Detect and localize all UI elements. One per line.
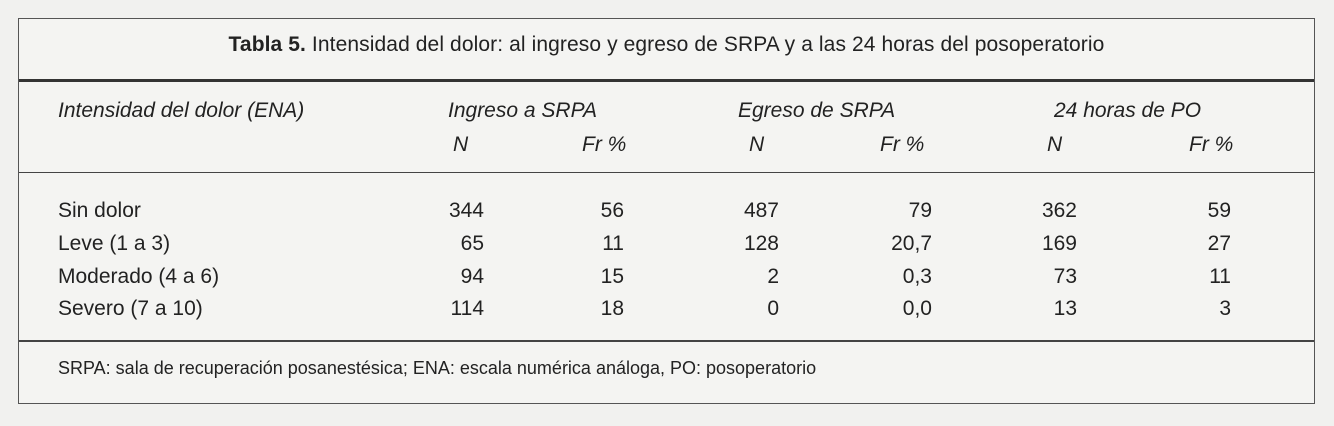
cell-value: 128 — [743, 232, 779, 255]
subheader-n-24h: N — [1047, 133, 1063, 156]
rule-bottom — [19, 340, 1314, 342]
cell-value: 169 — [1041, 232, 1077, 255]
cell-value: 344 — [448, 199, 484, 222]
cell-value: 0,3 — [902, 265, 932, 288]
table-frame — [18, 18, 1315, 404]
subheader-n-egreso: N — [749, 133, 765, 156]
subheader-fr-egreso: Fr % — [880, 133, 925, 156]
cell-value: 18 — [600, 297, 624, 320]
header-24h: 24 horas de PO — [1054, 99, 1202, 122]
header-ingreso: Ingreso a SRPA — [448, 99, 598, 122]
cell-value: 73 — [1053, 265, 1077, 288]
cell-value: 94 — [460, 265, 484, 288]
cell-value: 11 — [1209, 265, 1231, 288]
caption-text: Intensidad del dolor: al ingreso y egreso de SRPA y a las 24 horas del posoperatorio — [306, 33, 1105, 56]
rule-header — [19, 172, 1314, 173]
cell-value: 3 — [1219, 297, 1231, 320]
cell-value: 114 — [450, 297, 484, 320]
caption-label: Tabla 5. — [228, 33, 306, 56]
subheader-fr-24h: Fr % — [1189, 133, 1234, 156]
cell-value: 0,0 — [902, 297, 932, 320]
cell-value: 79 — [908, 199, 932, 222]
cell-value: 362 — [1041, 199, 1077, 222]
cell-value: 56 — [600, 199, 624, 222]
subheader-n-ingreso: N — [453, 133, 469, 156]
cell-value: 20,7 — [891, 232, 932, 255]
cell-value: 13 — [1053, 297, 1077, 320]
cell-value: 15 — [600, 265, 624, 288]
row-label: Leve (1 a 3) — [58, 232, 171, 255]
table-caption — [19, 33, 1314, 57]
rule-top — [19, 79, 1314, 82]
row-label: Sin dolor — [58, 199, 141, 222]
row-label: Moderado (4 a 6) — [58, 265, 220, 288]
header-intensity: Intensidad del dolor (ENA) — [58, 99, 305, 122]
header-egreso: Egreso de SRPA — [738, 99, 896, 122]
subheader-fr-ingreso: Fr % — [582, 133, 627, 156]
cell-value: 0 — [767, 297, 779, 320]
cell-value: 65 — [460, 232, 484, 255]
table-footnote: SRPA: sala de recuperación posanestésica; ENA: escala numérica análoga, PO: posoperatorio — [58, 358, 817, 378]
cell-value: 27 — [1207, 232, 1231, 255]
cell-value: 487 — [743, 199, 779, 222]
cell-value: 59 — [1207, 199, 1231, 222]
cell-value: 2 — [767, 265, 779, 288]
row-label: Severo (7 a 10) — [58, 297, 203, 320]
cell-value: 11 — [602, 232, 624, 255]
